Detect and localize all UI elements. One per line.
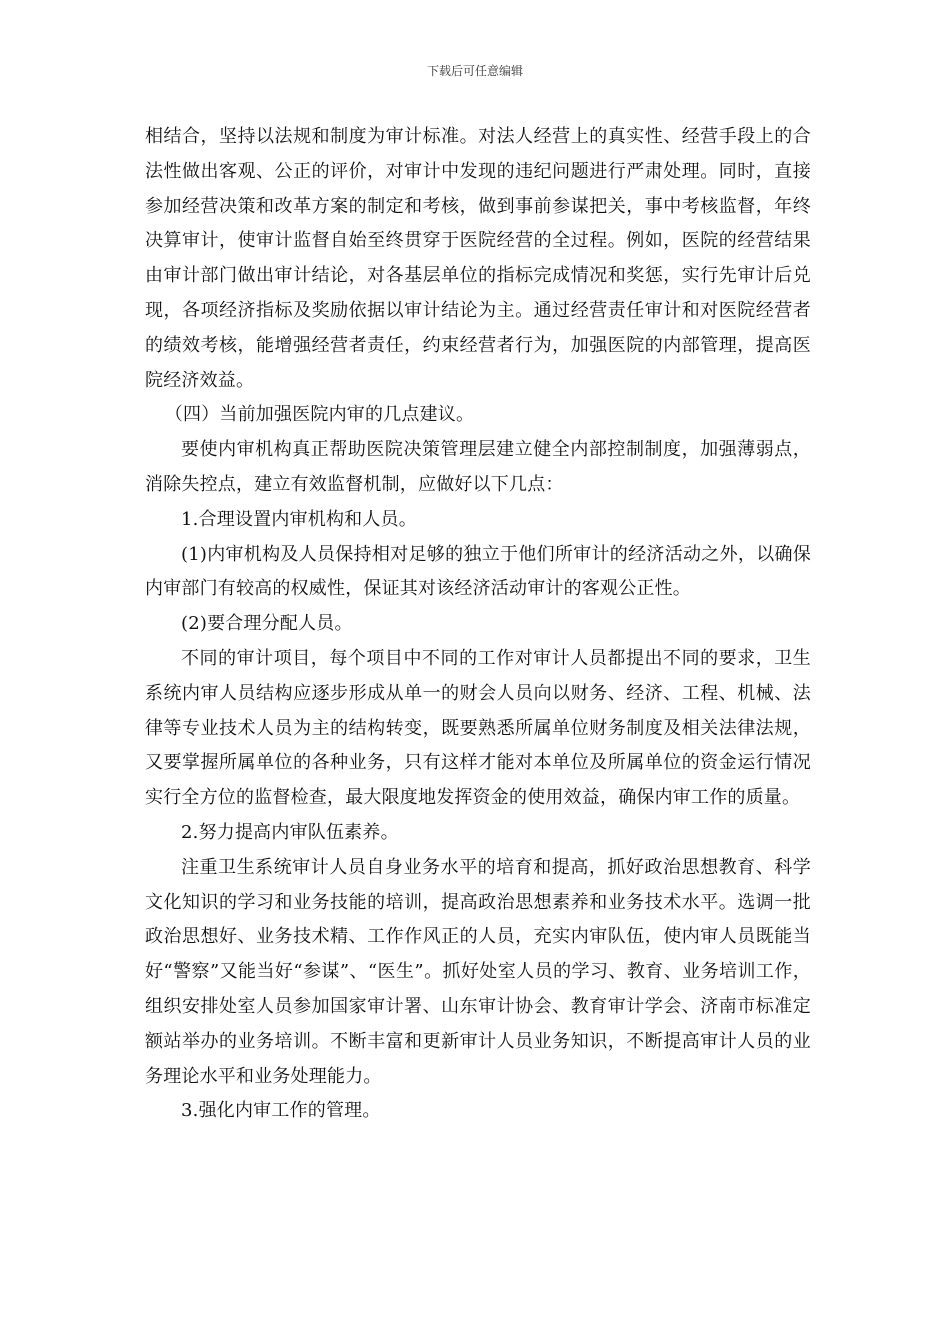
document-body [145, 120, 811, 1129]
section-heading: （四）当前加强医院内审的几点建议。 [164, 404, 475, 426]
paragraph: 要使内审机构真正帮助医院决策管理层建立健全内部控制制度，加强薄弱点，消除失控点，建立有效监督机制，应做好以下几点： [145, 439, 811, 495]
list-heading: 3.强化内审工作的管理。 [181, 1100, 381, 1122]
list-heading: 1.合理设置内审机构和人员。 [181, 508, 417, 530]
paragraph-continuation: 相结合，坚持以法规和制度为审计标准。对法人经营上的真实性、经营手段上的合法性做出客观、公正的评价，对审计中发现的违纪问题进行严肃处理。同时，直接参加经营决策和改革方案的制定和考核，做到事前参谋把关，事中考核监督，年终决算审计，使审计监督自始至终贯穿于医院经营的全过程。例如，医院的经营结果由审计部门做出审计结论，对各基层单位的指标完成情况和奖惩，实行先审计后兑现，各项经济指标及奖励依据以审计结论为主。通过经营责任审计和对医院经营者的绩效考核，能增强经营者责任，约束经营者行为，加强医院的内部管理，提高医院经济效益。 [145, 126, 811, 391]
list-subheading: (2)要合理分配人员。 [181, 613, 353, 635]
list-heading: 2.努力提高内审队伍素养。 [181, 821, 399, 843]
paragraph: 注重卫生系统审计人员自身业务水平的培育和提高，抓好政治思想教育、科学文化知识的学习和业务技能的培训，提高政治思想素养和业务技术水平。选调一批政治思想好、业务技术精、工作作风正的人员，充实内审队伍，使内审人员既能当好“警察”又能当好“参谋”、“医生”。抓好处室人员的学习、教育、业务培训工作，组织安排处室人员参加国家审计署、山东审计协会、教育审计学会、济南市标准定额站举办的业务培训。不断丰富和更新审计人员业务知识，不断提高审计人员的业务理论水平和业务处理能力。 [145, 856, 811, 1087]
paragraph: 不同的审计项目，每个项目中不同的工作对审计人员都提出不同的要求，卫生系统内审人员结构应逐步形成从单一的财会人员向以财务、经济、工程、机械、法律等专业技术人员为主的结构转变，既要熟悉所属单位财务制度及相关法律法规，又要掌握所属单位的各种业务，只有这样才能对本单位及所属单位的资金运行情况实行全方位的监督检查，最大限度地发挥资金的使用效益，确保内审工作的质量。 [145, 647, 811, 809]
page-header: 下载后可任意编辑 [426, 64, 523, 78]
paragraph: (1)内审机构及人员保持相对足够的独立于他们所审计的经济活动之外，以确保内审部门有较高的权威性，保证其对该经济活动审计的客观公正性。 [145, 543, 811, 600]
